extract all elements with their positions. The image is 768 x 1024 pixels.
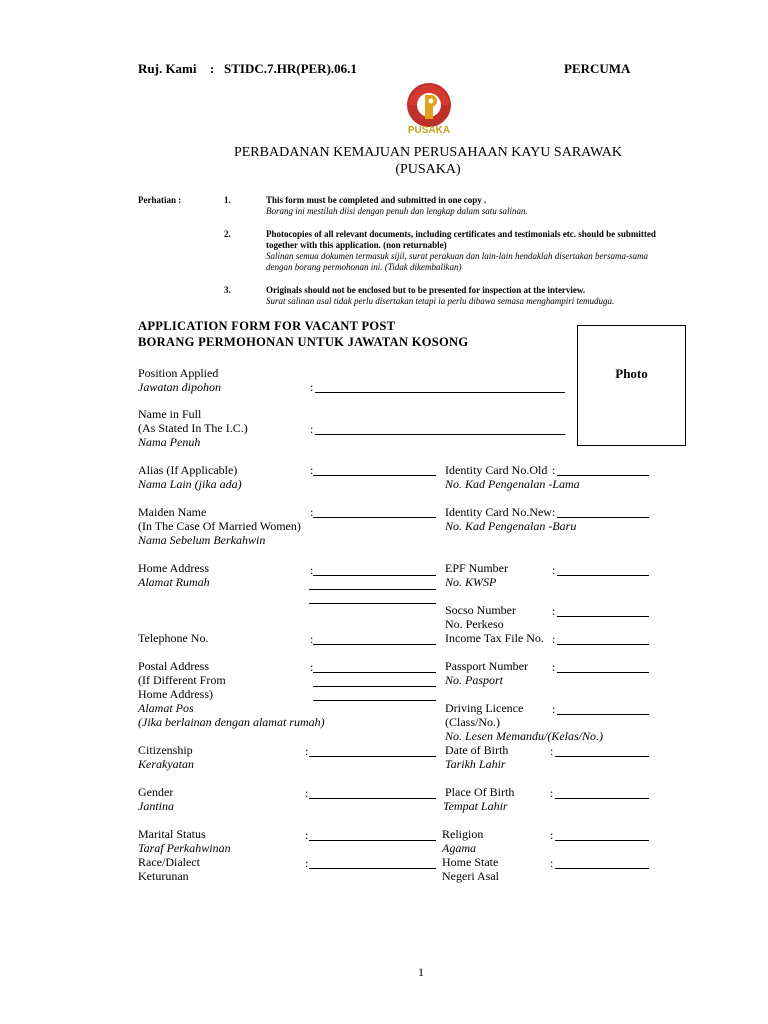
citizenship-colon: : <box>305 744 309 758</box>
passport-label-malay: No. Pasport <box>445 673 504 687</box>
religion-label-malay: Agama <box>442 841 476 855</box>
pusaka-logo <box>399 81 479 137</box>
reference-colon: : <box>210 61 215 76</box>
maiden-name-note: (In The Case Of Married Women) <box>138 519 301 533</box>
alias-colon: : <box>310 463 314 477</box>
postal-address-note-2: Home Address) <box>138 687 213 701</box>
driving-licence-note: (Class/No.) <box>445 715 500 729</box>
ic-old-label: Identity Card No.Old <box>445 463 548 477</box>
form-title-english: APPLICATION FORM FOR VACANT POST <box>138 319 396 333</box>
full-name-note: (As Stated In The I.C.) <box>138 421 248 435</box>
postal-address-note: (If Different From <box>138 673 226 687</box>
religion-field[interactable] <box>555 840 649 841</box>
ic-new-label: Identity Card No.New <box>445 505 552 519</box>
passport-colon: : <box>552 660 556 674</box>
postal-address-note-malay: (Jika berlainan dengan alamat rumah) <box>138 715 325 729</box>
full-name-colon: : <box>310 422 314 436</box>
alias-label-malay: Nama Lain (jika ada) <box>138 477 242 491</box>
date-of-birth-label-malay: Tarikh Lahir <box>445 757 506 771</box>
postal-address-colon: : <box>310 660 314 674</box>
postal-address-field-2[interactable] <box>313 686 436 687</box>
telephone-label: Telephone No. <box>138 631 209 645</box>
citizenship-field[interactable] <box>309 756 436 757</box>
home-address-field-1[interactable] <box>313 575 436 576</box>
position-field[interactable] <box>315 392 565 393</box>
home-state-label-malay: Negeri Asal <box>442 869 499 883</box>
position-label: Position Applied <box>138 366 219 380</box>
income-tax-label: Income Tax File No. <box>445 631 544 645</box>
postal-address-label-malay: Alamat Pos <box>138 701 194 715</box>
home-state-colon: : <box>550 856 554 870</box>
postal-address-field-1[interactable] <box>313 672 436 673</box>
note-3-number: 3. <box>224 285 231 295</box>
gender-label: Gender <box>138 785 174 799</box>
date-of-birth-field[interactable] <box>555 756 649 757</box>
gender-label-malay: Jantina <box>138 799 174 813</box>
note-1-english: This form must be completed and submitted in one copy . <box>266 195 487 205</box>
telephone-colon: : <box>310 632 314 646</box>
note-2-english-cont: together with this application. (non returnable) <box>266 240 447 250</box>
full-name-label: Name in Full <box>138 407 202 421</box>
socso-field[interactable] <box>557 616 649 617</box>
photo-label: Photo <box>615 366 648 381</box>
socso-colon: : <box>552 604 556 618</box>
home-state-field[interactable] <box>555 868 649 869</box>
date-of-birth-label: Date of Birth <box>445 743 509 757</box>
note-1-malay: Borang ini mestilah diisi dengan penuh dan lengkap dalam satu salinan. <box>266 206 528 216</box>
home-address-colon: : <box>310 563 314 577</box>
home-address-label-malay: Alamat Rumah <box>138 575 210 589</box>
home-address-field-3[interactable] <box>309 603 436 604</box>
driving-licence-label: Driving Licence <box>445 701 524 715</box>
epf-colon: : <box>552 563 556 577</box>
notes-label: Perhatian : <box>138 195 182 205</box>
home-address-field-2[interactable] <box>309 589 436 590</box>
ic-new-colon: : <box>552 505 556 519</box>
income-tax-colon: : <box>552 632 556 646</box>
maiden-name-label-malay: Nama Sebelum Berkahwin <box>138 533 266 547</box>
epf-label: EPF Number <box>445 561 508 575</box>
place-of-birth-colon: : <box>550 786 554 800</box>
marital-status-label-malay: Taraf Perkahwinan <box>138 841 231 855</box>
place-of-birth-field[interactable] <box>555 798 649 799</box>
gender-colon: : <box>305 786 309 800</box>
epf-field[interactable] <box>557 575 649 576</box>
driving-licence-label-malay: No. Lesen Memandu/(Kelas/No.) <box>445 729 603 743</box>
citizenship-label-malay: Kerakyatan <box>138 757 194 771</box>
note-3-malay: Surat salinan asal tidak perlu disertakan tetapi ia perlu dibawa semasa menghampiri temuduga. <box>266 296 615 306</box>
race-label: Race/Dialect <box>138 855 200 869</box>
race-colon: : <box>305 856 309 870</box>
postal-address-field-3[interactable] <box>313 700 436 701</box>
race-label-malay: Keturunan <box>138 869 189 883</box>
ic-new-field[interactable] <box>557 517 649 518</box>
marital-status-label: Marital Status <box>138 827 206 841</box>
note-2-english: Photocopies of all relevant documents, including certificates and testimonials etc. should be submitted <box>266 229 656 239</box>
ic-new-label-malay: No. Kad Pengenalan -Baru <box>445 519 577 533</box>
alias-field[interactable] <box>313 475 436 476</box>
home-address-label: Home Address <box>138 561 209 575</box>
photo-box[interactable] <box>577 325 686 446</box>
ic-old-colon: : <box>552 463 556 477</box>
citizenship-label: Citizenship <box>138 743 193 757</box>
organisation-abbreviation: (PUSAKA) <box>395 162 461 177</box>
socso-label-malay: No. Perkeso <box>445 617 504 631</box>
organisation-name: PERBADANAN KEMAJUAN PERUSAHAAN KAYU SARAWAK <box>233 145 623 160</box>
religion-label: Religion <box>442 827 484 841</box>
driving-licence-colon: : <box>552 702 556 716</box>
form-title-malay: BORANG PERMOHONAN UNTUK JAWATAN KOSONG <box>138 335 469 349</box>
full-name-label-malay: Nama Penuh <box>138 435 201 449</box>
telephone-field[interactable] <box>313 644 436 645</box>
passport-field[interactable] <box>557 672 649 673</box>
note-2-malay: Salinan semua dokumen termasuk sijil, surat perakuan dan lain-lain hendaklah disertakan bersama-sama <box>266 251 648 261</box>
marital-status-colon: : <box>305 828 309 842</box>
epf-label-malay: No. KWSP <box>445 575 497 589</box>
postal-address-label: Postal Address <box>138 659 210 673</box>
place-of-birth-label-malay: Tempat Lahir <box>443 799 508 813</box>
maiden-name-label: Maiden Name <box>138 505 207 519</box>
page-number: 1 <box>418 965 424 979</box>
alias-label: Alias (If Applicable) <box>138 463 238 477</box>
position-label-malay: Jawatan dipohon <box>138 380 221 394</box>
religion-colon: : <box>550 828 554 842</box>
logo-wordmark: PUSAKA <box>407 125 451 136</box>
income-tax-field[interactable] <box>557 644 649 645</box>
place-of-birth-label: Place Of Birth <box>445 785 515 799</box>
driving-licence-field[interactable] <box>557 714 649 715</box>
maiden-name-field[interactable] <box>313 517 436 518</box>
reference-label: Ruj. Kami <box>138 61 197 76</box>
race-field[interactable] <box>309 868 436 869</box>
passport-label: Passport Number <box>445 659 528 673</box>
note-2-number: 2. <box>224 229 231 239</box>
note-3-english: Originals should not be enclosed but to be presented for inspection at the interview. <box>266 285 586 295</box>
date-of-birth-colon: : <box>550 744 554 758</box>
home-state-label: Home State <box>442 855 499 869</box>
free-of-charge-label: PERCUMA <box>564 61 631 76</box>
maiden-name-colon: : <box>310 505 314 519</box>
ic-old-field[interactable] <box>557 475 649 476</box>
socso-label: Socso Number <box>445 603 516 617</box>
position-colon: : <box>310 380 314 394</box>
note-1-number: 1. <box>224 195 231 205</box>
note-2-malay-cont: dengan borang permohonan ini. (Tidak dikembalikan) <box>266 262 462 272</box>
ic-old-label-malay: No. Kad Pengenalan -Lama <box>445 477 580 491</box>
full-name-field[interactable] <box>315 434 565 435</box>
reference-number: STIDC.7.HR(PER).06.1 <box>224 61 357 76</box>
gender-field[interactable] <box>309 798 436 799</box>
marital-status-field[interactable] <box>309 840 436 841</box>
